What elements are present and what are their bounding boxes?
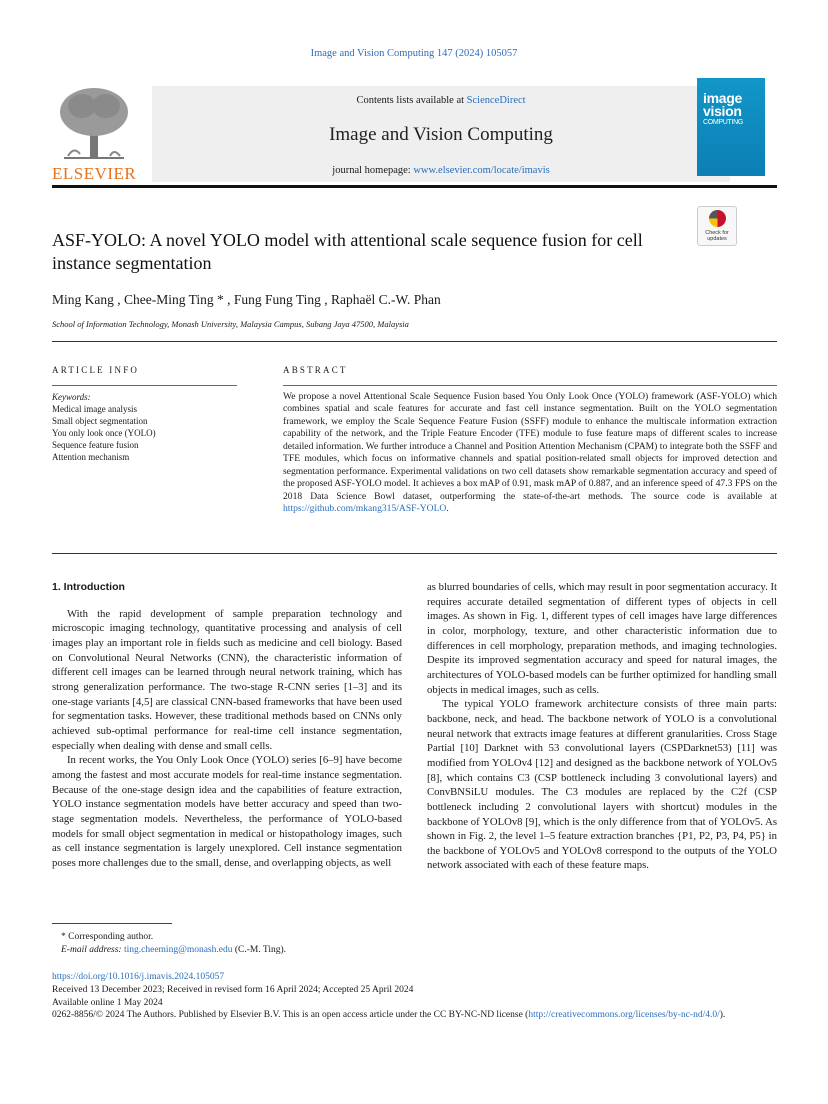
journal-cover[interactable] bbox=[697, 78, 765, 176]
check-for-updates-badge[interactable] bbox=[697, 206, 737, 246]
body-divider bbox=[52, 553, 777, 554]
keyword-item: Medical image analysis bbox=[52, 404, 137, 414]
doi-link[interactable]: https://doi.org/10.1016/j.imavis.2024.105057 bbox=[52, 972, 225, 982]
crossmark-icon bbox=[709, 210, 726, 227]
keyword-item: Sequence feature fusion bbox=[52, 440, 139, 450]
article-info-divider bbox=[52, 385, 237, 386]
tree-icon bbox=[54, 84, 134, 162]
license-note: 0262-8856/© 2024 The Authors. Published by Elsevier B.V. This is an open access article under the CC BY-NC-ND license (http://creativecommons.org/licenses/by-nc-nd/4.0/). bbox=[52, 1010, 726, 1021]
keywords-title: Keywords: bbox=[52, 392, 91, 402]
abstract-label: ABSTRACT bbox=[283, 365, 348, 375]
right-column bbox=[427, 580, 777, 873]
footnote-divider bbox=[52, 923, 172, 924]
paragraph: The typical YOLO framework architecture consists of three main parts: backbone, neck, and head. The backbone network of YOLO is a convolutional neural network that extracts image features at different granularities. Cross Stage Partial [10] Darknet with 53 convolutional layers (CSPDarknet53) [11] was modified from YOLOv4 [12] and designed as the backbone network of YOLOv5 [8], which contains C3 (CSP bottleneck including 3 convolutional layers) and ConvBNSiLU modules. The C3 modules are replaced by the C2f (CSP bottleneck including 2 convolutional layers with shortcut) modules in the backbone of YOLOv8 [9], which is the only difference from that of YOLOv5. As shown in Fig. 2, the level 1–5 feature extraction branches {P1, P2, P3, P4, P5} in the backbone of YOLOv5 and YOLOv8 correspond to the outputs of the YOLO network associated with each of these feature maps. bbox=[427, 698, 777, 872]
corresponding-author-note: * Corresponding author. bbox=[61, 932, 154, 942]
journal-header bbox=[52, 78, 777, 184]
cover-line-2: vision bbox=[703, 103, 742, 119]
check-badge-line-2: updates bbox=[707, 236, 727, 242]
author-list: Ming Kang , Chee-Ming Ting * , Fung Fung Ting , Raphaël C.-W. Phan bbox=[52, 292, 441, 307]
elsevier-logo bbox=[52, 84, 136, 184]
keyword-item: You only look once (YOLO) bbox=[52, 428, 156, 438]
license-link[interactable]: http://creativecommons.org/licenses/by-nc-nd/4.0/ bbox=[528, 1010, 720, 1021]
abstract-text: We propose a novel Attentional Scale Sequence Fusion based You Only Look Once (YOLO) framework (ASF-YOLO) which combines spatial and scale features for accurate and fast cell instance segmentation. Built on the YOLO segmentation framework, we employ the Scale Sequence Feature Fusion (SSFF) module to enhance the multiscale information extraction capability of the network, and the Triple Feature Encoder (TFE) module to fuse feature maps of different scales to increase detailed information. We further introduce a Channel and Position Attention Mechanism (CPAM) to integrate both the SSFF and TFE modules, which focus on informative channels and spatial position-related small objects for improved detection and segmentation performance. Experimental validations on two cell datasets show remarkable segmentation accuracy and speed of the proposed ASF-YOLO model. It achieves a box mAP of 0.91, mask mAP of 0.887, and an inference speed of 47.3 FPS on the 2018 Data Science Bowl dataset, outperforming the state-of-the-art methods. The source code is available at https://github.com/mkang315/ASF-YOLO. bbox=[283, 391, 777, 515]
cover-line-3: COMPUTING bbox=[703, 119, 744, 126]
paragraph: as blurred boundaries of cells, which may result in poor segmentation accuracy. It requires accurate detailed segmentation of different types of objects in cell images. As shown in Fig. 1, different types of cell images have large differences in color, morphology, texture, and other characteristic information due to differences in cell morphology, preparation methods, and imaging technologies. Despite its improved segmentation accuracy and speed for natural images, the architectures of YOLO-based models can be further optimized for handling small objects in medical images, such as cells. bbox=[427, 581, 777, 696]
affiliation-divider bbox=[52, 341, 777, 342]
contents-line: Contents lists available at ScienceDirect bbox=[356, 95, 526, 106]
keyword-item: Small object segmentation bbox=[52, 416, 148, 426]
sciencedirect-link[interactable]: ScienceDirect bbox=[466, 95, 526, 106]
homepage-link[interactable]: www.elsevier.com/locate/imavis bbox=[413, 165, 550, 176]
abstract-divider bbox=[283, 385, 777, 386]
keywords-block bbox=[52, 391, 242, 463]
keyword-item: Attention mechanism bbox=[52, 452, 130, 462]
masthead bbox=[152, 86, 730, 182]
publisher-name: ELSEVIER bbox=[52, 164, 137, 183]
email-link[interactable]: ting.cheeming@monash.edu bbox=[123, 944, 233, 955]
affiliation: School of Information Technology, Monash University, Malaysia Campus, Subang Jaya 47500, Malaysia bbox=[52, 319, 409, 329]
section-heading: 1. Introduction bbox=[52, 581, 125, 593]
article-info-label: ARTICLE INFO bbox=[52, 365, 140, 375]
publication-info bbox=[52, 971, 777, 1022]
paragraph: With the rapid development of sample preparation technology and microscopic imaging technology, quantitative processing and analysis of cell images play an important role in fields such as medicine and cell biology. Based on Convolutional Neural Networks (CNN), the characteristic information of different cell images can be learned through neural network training, which has strong generalization performance. The two-stage R-CNN series [1–3] and its one-stage variants [4,5] are classical CNN-based frameworks that have been used for segmentation tasks. However, these traditional methods based on CNNs only achieved sub-optimal performance for real-time cell instance segmentation, especially when dealing with dense and small cells. bbox=[52, 607, 402, 752]
email-note: E-mail address: ting.cheeming@monash.edu (C.-M. Ting). bbox=[61, 944, 287, 955]
journal-title: Image and Vision Computing bbox=[329, 124, 553, 145]
left-column bbox=[52, 580, 402, 870]
journal-reference[interactable]: Image and Vision Computing 147 (2024) 105057 bbox=[310, 48, 518, 59]
cover-line-1: image bbox=[703, 90, 742, 106]
source-code-link[interactable]: https://github.com/mkang315/ASF-YOLO bbox=[283, 503, 447, 515]
paper-title: ASF-YOLO: A novel YOLO model with attentional scale sequence fusion for cell instance segmentation bbox=[52, 230, 643, 273]
available-date: Available online 1 May 2024 bbox=[52, 997, 163, 1008]
header-divider bbox=[52, 185, 777, 188]
paragraph: In recent works, the You Only Look Once (YOLO) series [6–9] have become among the fastest and most accurate models for real-time instance segmentation. Because of the one-stage design idea and the capabilities of feature extraction, YOLO instance segmentation models have better accuracy and speed than two-stage segmentation models. Nevertheless, the performance of YOLO-based models for small object segmentation in medical or histopathology images, such as cell instance segmentation is largely unexplored. Cell instance segmentation poses more challenges due to the small, dense, and overlapping objects, as well bbox=[52, 754, 402, 869]
received-dates: Received 13 December 2023; Received in revised form 16 April 2024; Accepted 25 April 2024 bbox=[52, 984, 414, 995]
check-badge-line-1: Check for bbox=[705, 230, 729, 236]
homepage-line: journal homepage: www.elsevier.com/locate/imavis bbox=[332, 165, 550, 176]
footnotes bbox=[52, 931, 777, 957]
